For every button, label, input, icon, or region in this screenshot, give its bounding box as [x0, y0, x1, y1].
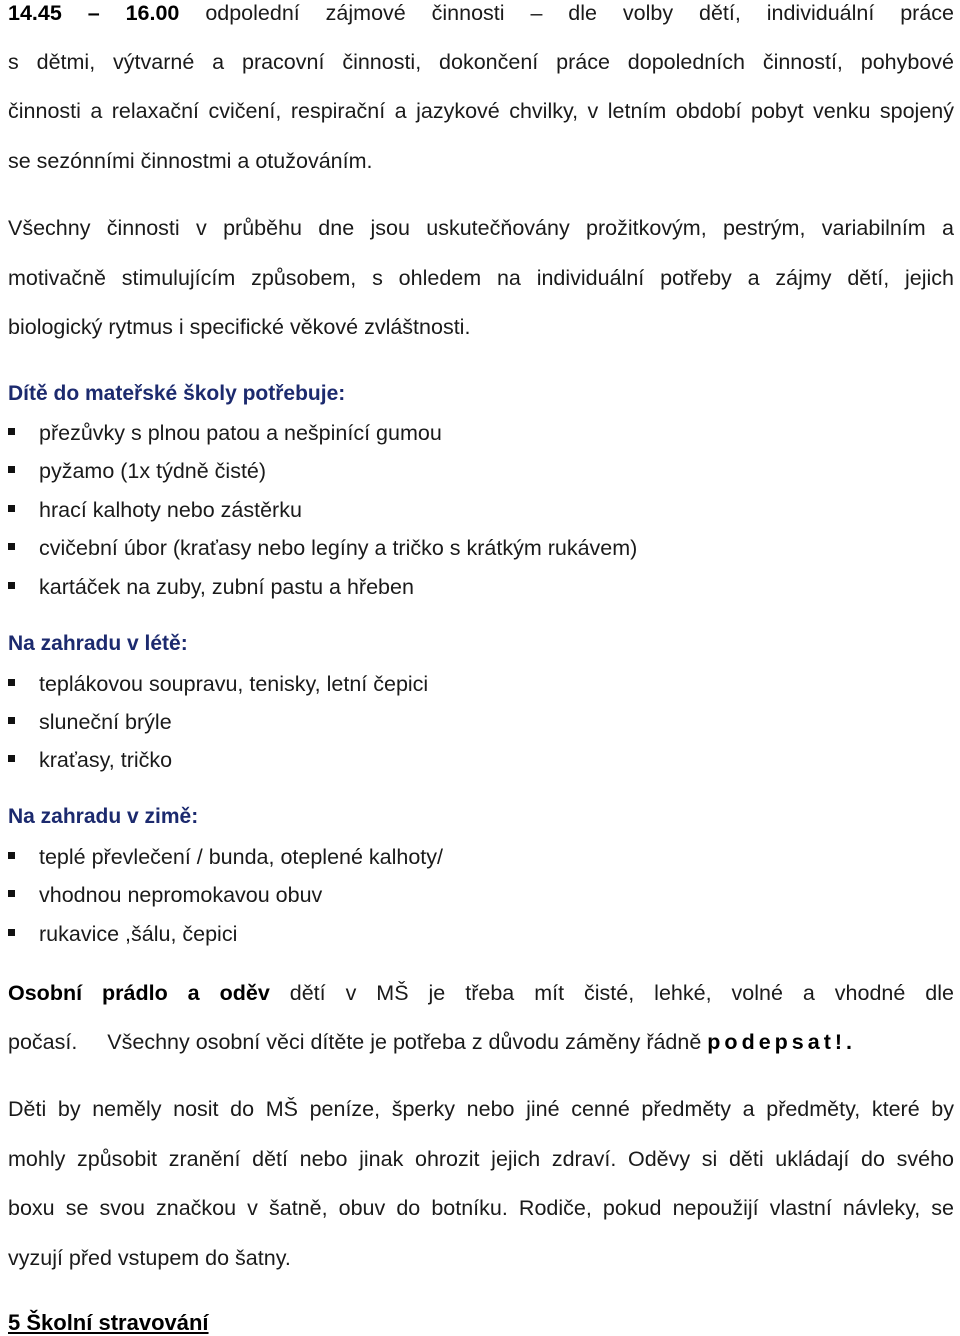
valuables-line-4: vyzují před vstupem do šatny.	[8, 1246, 291, 1270]
schedule-line-3: činnosti a relaxační cvičení, respirační a jazykové chvilky, v letním období pobyt venku spojený	[8, 99, 954, 123]
winter-heading: Na zahradu v zimě:	[8, 805, 199, 828]
bullet-square-icon	[8, 582, 15, 589]
valuables-line-1: Děti by neměly nosit do MŠ peníze, šperky nebo jiné cenné předměty a předměty, které by	[8, 1097, 954, 1121]
valuables-line-2: mohly způsobit zranění dětí nebo jinak ohrozit jejich zdraví. Oděvy si děti ukládají do svého	[8, 1147, 954, 1171]
clothing-line-2: počasí. Všechny osobní věci dítěte je potřeba z důvodu záměny řádně podepsat!.	[8, 1030, 853, 1054]
needs-heading: Dítě do mateřské školy potřebuje:	[8, 382, 346, 405]
activities-line-2: motivačně stimulujícím způsobem, s ohledem na individuální potřeby a zájmy dětí, jejich	[8, 266, 954, 290]
bullet-square-icon	[8, 505, 15, 512]
summer-heading: Na zahradu v létě:	[8, 632, 188, 655]
bullet-square-icon	[8, 929, 15, 936]
bullet-square-icon	[8, 852, 15, 859]
valuables-line-3: boxu se svou značkou v šatně, obuv do botníku. Rodiče, pokud nepoužijí vlastní návleky, se	[8, 1196, 954, 1220]
clothing-text: dětí v MŠ je třeba mít čisté, lehké, volné a vhodné dle	[289, 981, 954, 1005]
schedule-text-1: odpolední zájmové činnosti – dle volby dětí, individuální práce	[205, 1, 955, 25]
activities-line-3: biologický rytmus i specifické věkové zvláštnosti.	[8, 315, 471, 339]
clothing-line-1	[8, 979, 954, 1007]
bullet-square-icon	[8, 755, 15, 762]
activities-line-1: Všechny činnosti v průběhu dne jsou uskutečňovány prožitkovým, pestrým, variabilním a	[8, 216, 954, 240]
schedule-line-1	[8, 0, 954, 27]
bullet-square-icon	[8, 679, 15, 686]
schedule-line-4: se sezónními činnostmi a otužováním.	[8, 149, 373, 173]
bullet-square-icon	[8, 428, 15, 435]
bullet-square-icon	[8, 717, 15, 724]
bullet-square-icon	[8, 543, 15, 550]
schedule-line-2: s dětmi, výtvarné a pracovní činnosti, dokončení práce dopoledních činností, pohybové	[8, 50, 954, 74]
bullet-square-icon	[8, 466, 15, 473]
section-title: 5 Školní stravování	[8, 1310, 209, 1335]
clothing-bold: Osobní prádlo a oděv	[8, 981, 270, 1005]
sign-emphasis: podepsat!	[707, 1030, 847, 1054]
schedule-time: 14.45 – 16.00	[8, 1, 180, 25]
bullet-square-icon	[8, 890, 15, 897]
